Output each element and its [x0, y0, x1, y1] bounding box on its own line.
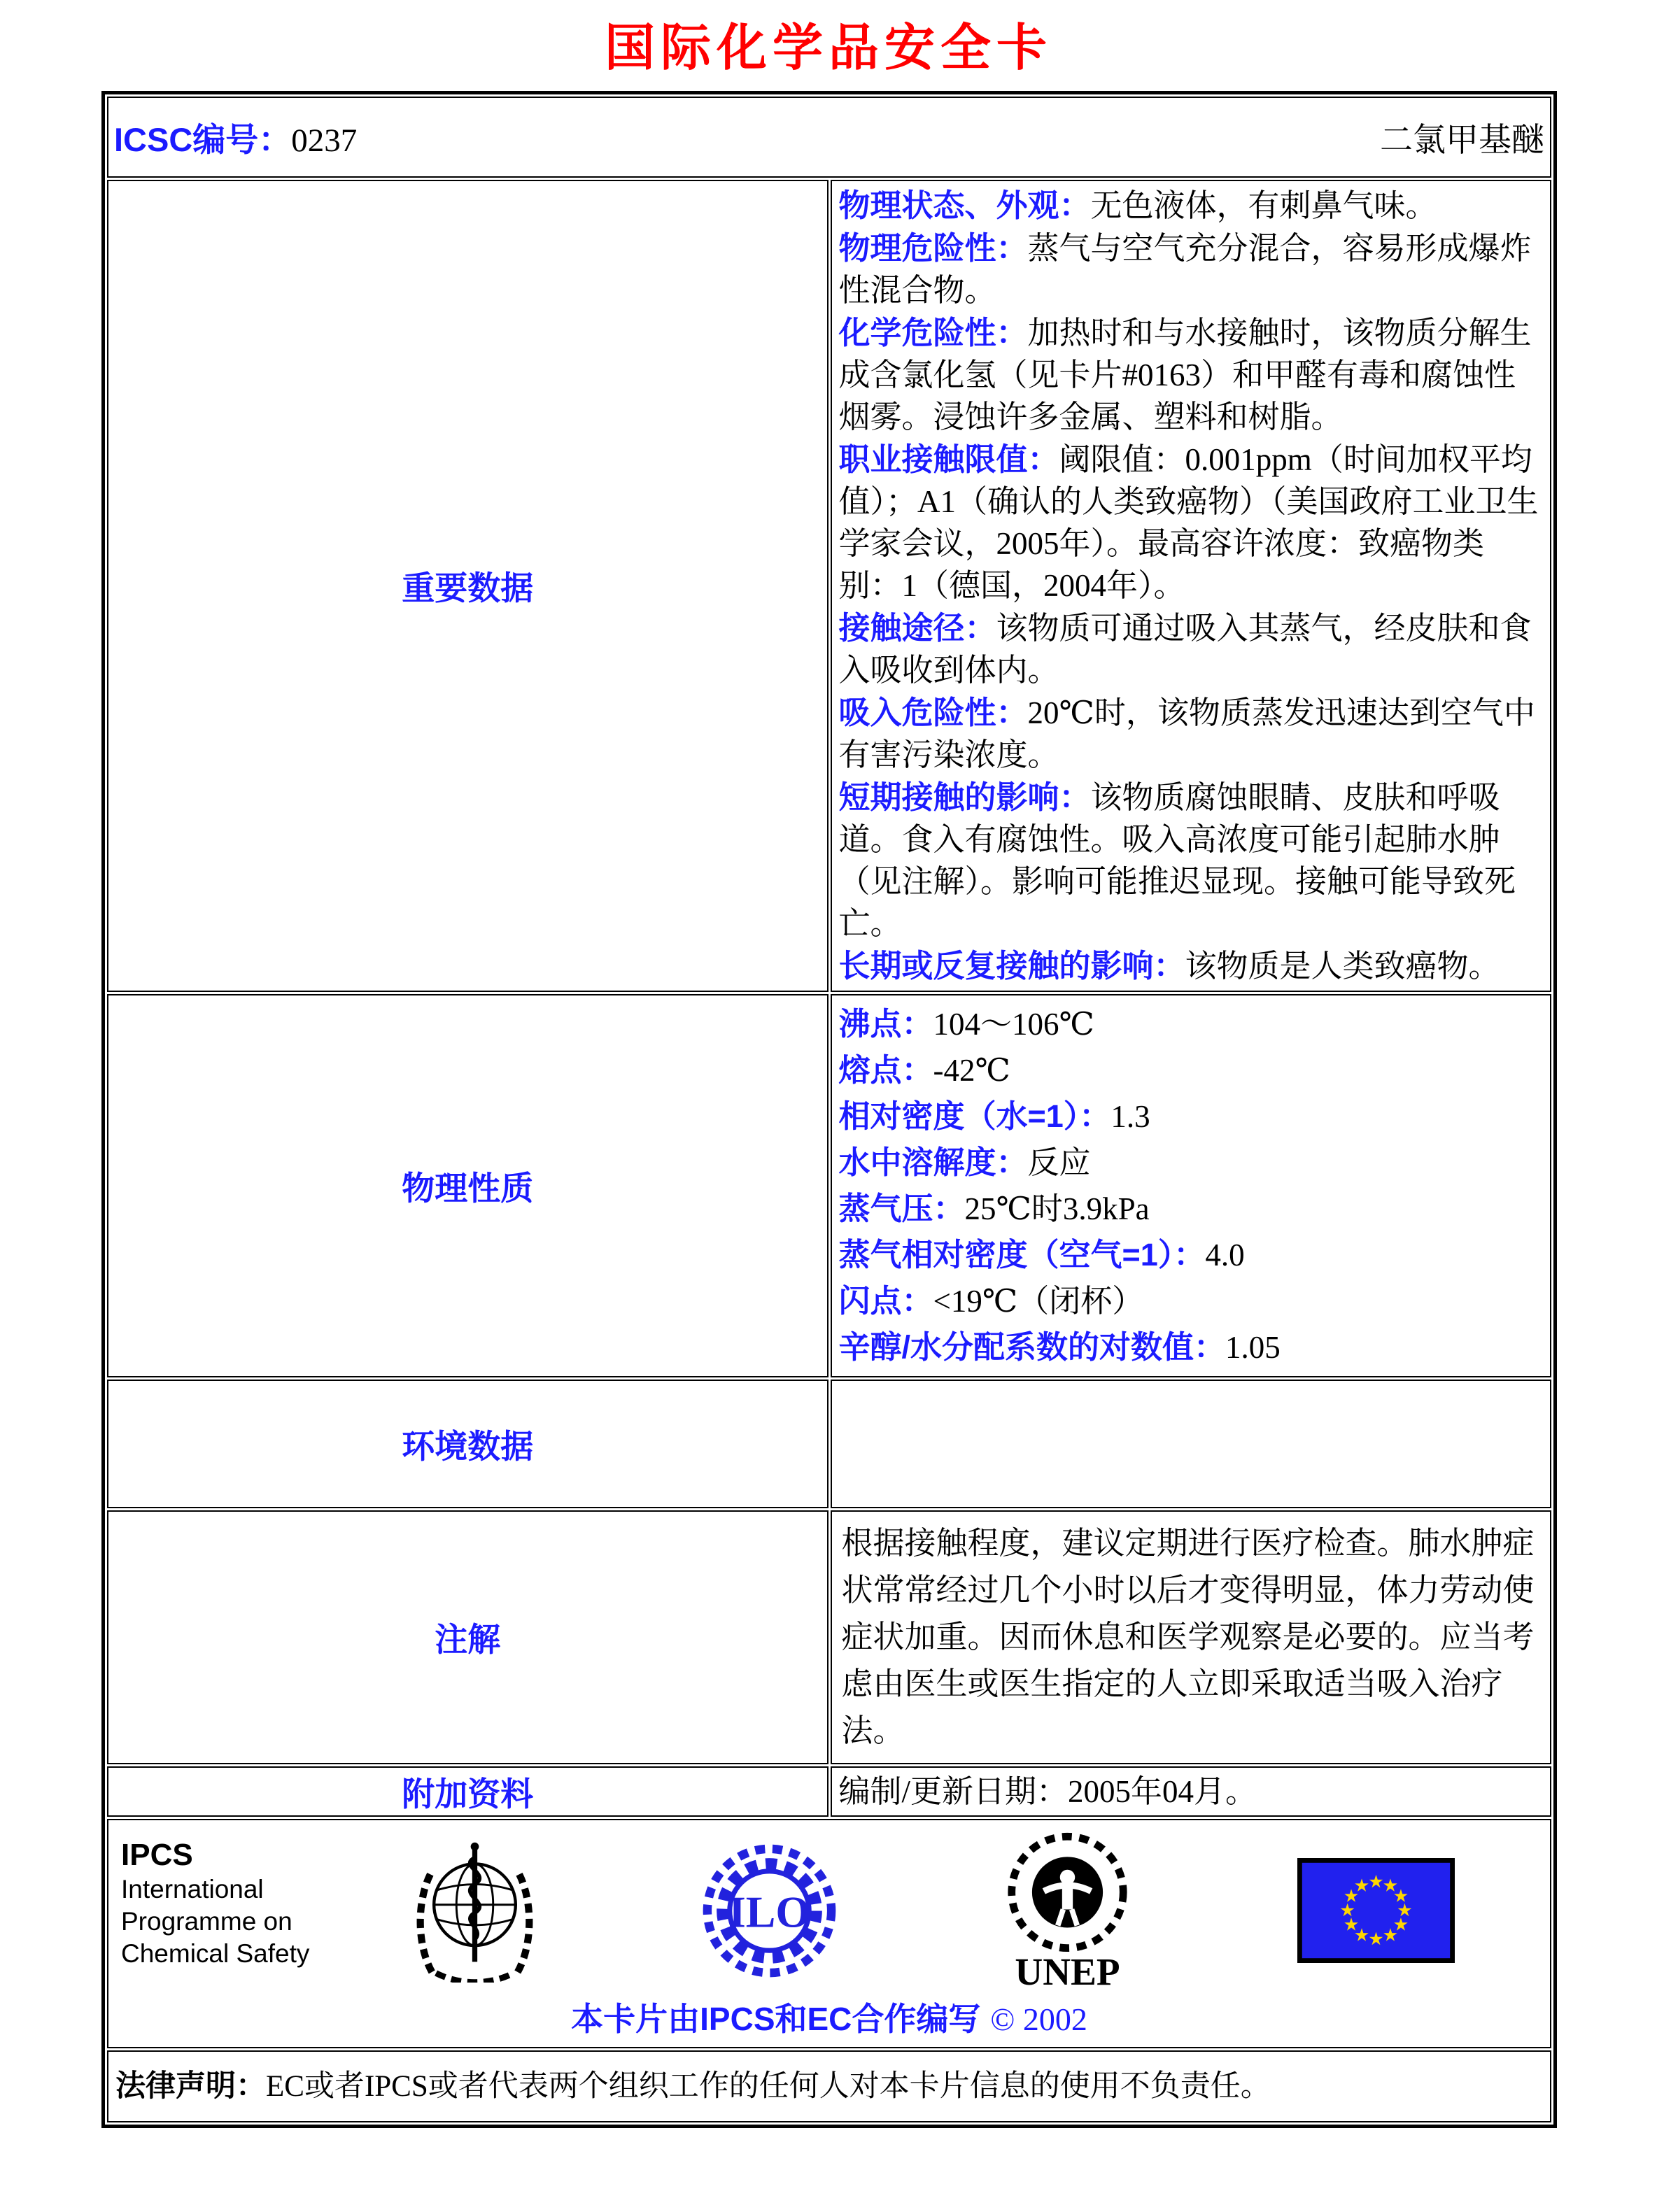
logos-wrap [108, 1820, 1550, 2047]
footer-caption-text: 本卡片由IPCS和EC合作编写 [571, 2001, 981, 2037]
footer-caption-copyright: © 2002 [990, 2001, 1087, 2037]
field-value: 无色液体，有刺鼻气味。 [1090, 188, 1437, 223]
environmental-data-row [107, 1380, 1551, 1508]
field-value: 该物质腐蚀眼睛、皮肤和呼吸道。食入有腐蚀性。吸入高浓度可能引起肺水肿（见注解）。影响可能推迟显现。接触可能导致死亡。 [838, 780, 1516, 941]
field-label: 水中溶解度： [838, 1144, 1028, 1180]
legal-text: EC或者IPCS或者代表两个组织工作的任何人对本卡片信息的使用不负责任。 [266, 2070, 1271, 2103]
field-label: 物理状态、外观： [838, 187, 1091, 223]
row-label-important-data: 重要数据 [107, 180, 828, 992]
ipcs-line: Chemical Safety [121, 1939, 310, 1968]
field-row [839, 185, 1544, 227]
field-label: 接触途径： [838, 610, 996, 646]
row-label-additional-info: 附加资料 [107, 1766, 828, 1817]
field-value: 1.05 [1225, 1330, 1281, 1365]
footer-caption [121, 1994, 1537, 2040]
field-value: 蒸气与空气充分混合，容易形成爆炸性混合物。 [838, 231, 1532, 308]
field-value: -42℃ [933, 1053, 1010, 1088]
field-row [839, 1050, 1544, 1091]
field-label: 短期接触的影响： [838, 779, 1091, 815]
field-row [839, 227, 1544, 311]
field-label: 辛醇/水分配系数的对数值： [838, 1329, 1226, 1365]
eu-flag-icon [1297, 1858, 1455, 1963]
field-row [839, 1281, 1544, 1321]
field-value: 25℃时3.9kPa [964, 1191, 1150, 1226]
field-row [839, 692, 1544, 776]
notes-row [107, 1510, 1551, 1764]
additional-info-row [107, 1766, 1551, 1817]
chemical-name: 二氯甲基醚 [1380, 122, 1544, 159]
ipcs-line: Programme on [121, 1907, 292, 1936]
field-row [839, 1142, 1544, 1183]
field-row [839, 1189, 1544, 1229]
field-value: 加热时和与水接触时，该物质分解生成含氯化氢（见卡片#0163）和甲醛有毒和腐蚀性烟雾。浸蚀许多金属、塑料和树脂。 [838, 316, 1532, 434]
field-row [839, 777, 1544, 944]
icsc-number-value: 0237 [291, 122, 358, 159]
field-row [839, 945, 1544, 987]
icsc-number-group [114, 114, 357, 161]
important-data-row [107, 180, 1551, 992]
row-label-physical-properties: 物理性质 [107, 994, 828, 1377]
field-label: 吸入危险性： [838, 695, 1028, 730]
field-label: 职业接触限值： [838, 441, 1059, 477]
notes-content [831, 1510, 1552, 1764]
important-data-content [831, 180, 1552, 992]
legal-row [107, 2050, 1551, 2122]
card-header-row [107, 97, 1551, 178]
additional-info-content [831, 1766, 1552, 1817]
legal-inner [108, 2052, 1550, 2121]
field-row [839, 312, 1544, 438]
field-label: 熔点： [838, 1052, 933, 1088]
unep-logo-icon [1003, 1830, 1132, 1991]
field-value: 1.3 [1110, 1099, 1150, 1134]
icsc-number-label: ICSC编号： [114, 120, 292, 158]
environmental-data-empty [839, 1384, 1544, 1504]
field-row [839, 1235, 1544, 1275]
ilo-logo-text: ILO [728, 1887, 811, 1937]
field-row [839, 1096, 1544, 1137]
page-title: 国际化学品安全卡 [604, 20, 1052, 76]
field-label: 蒸气相对密度（空气=1）： [838, 1237, 1206, 1272]
additional-info-text: 编制/更新日期：2005年04月。 [838, 1774, 1257, 1809]
notes-text: 根据接触程度，建议定期进行医疗检查。肺水肿症状常常经过几个小时以后才变得明显，体力劳动使症状加重。因而休息和医学观察是必要的。应当考虑由医生或医生指定的人立即采取适当吸入治疗法。 [841, 1526, 1535, 1748]
logos-cell [107, 1819, 1551, 2048]
field-label: 化学危险性： [838, 315, 1028, 350]
logos-row [107, 1819, 1551, 2048]
field-label: 蒸气压： [838, 1191, 965, 1226]
ipcs-line: International [121, 1875, 264, 1903]
field-value: 4.0 [1205, 1238, 1245, 1272]
field-label: 长期或反复接触的影响： [838, 948, 1185, 984]
field-value: 该物质是人类致癌物。 [1185, 949, 1500, 984]
row-label-environmental-data: 环境数据 [107, 1380, 828, 1508]
unep-logo-text: UNEP [1015, 1950, 1120, 1991]
icsc-card-table [101, 91, 1557, 2128]
icsc-card-page [0, 7, 1657, 2128]
who-logo-icon [414, 1839, 536, 1983]
field-row [839, 439, 1544, 607]
logos-strip [121, 1830, 1537, 1991]
field-row [839, 607, 1544, 691]
environmental-data-content [831, 1380, 1552, 1508]
field-label: 沸点： [838, 1006, 933, 1042]
field-value: 阈限值：0.001ppm（时间加权平均值）；A1（确认的人类致癌物）（美国政府工业卫生学家会议，2005年）。最高容许浓度：致癌物类别：1（德国，2004年）。 [838, 442, 1539, 603]
card-header-cell [107, 97, 1551, 178]
field-value: 反应 [1027, 1145, 1091, 1180]
ipcs-text-block [121, 1830, 331, 1970]
field-value: <19℃（闭杯） [933, 1284, 1144, 1319]
row-label-notes: 注解 [107, 1510, 828, 1764]
field-value: 该物质可通过吸入其蒸气，经皮肤和食入吸收到体内。 [838, 611, 1532, 688]
field-row [839, 1004, 1544, 1044]
physical-properties-content [831, 994, 1552, 1377]
field-label: 物理危险性： [838, 230, 1028, 266]
card-header-inner [108, 98, 1550, 176]
legal-label: 法律声明： [115, 2069, 266, 2103]
ilo-logo-icon [701, 1843, 838, 1979]
field-label: 闪点： [838, 1283, 933, 1319]
ipcs-acronym: IPCS [121, 1838, 193, 1872]
field-row [839, 1327, 1544, 1368]
legal-cell [107, 2050, 1551, 2122]
field-value: 104～106℃ [933, 1007, 1094, 1042]
physical-properties-row [107, 994, 1551, 1377]
logo-zone [331, 1830, 1537, 1991]
field-value: 20℃时，该物质蒸发迅速达到空气中有害污染浓度。 [838, 695, 1535, 772]
field-label: 相对密度（水=1）： [838, 1098, 1111, 1134]
